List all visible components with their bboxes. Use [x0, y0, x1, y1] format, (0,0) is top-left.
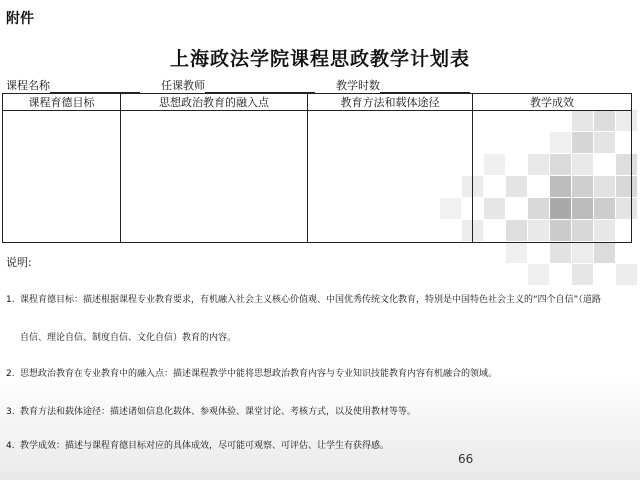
note-item: 4. 教学成效：描述与课程育德目标对应的具体成效，尽可能可观察、可评估、让学生有获得感。	[6, 441, 390, 451]
course-meta-row	[6, 77, 470, 93]
page-number: 66	[458, 452, 474, 466]
table-cell[interactable]	[3, 111, 121, 243]
attachment-label: 附件	[6, 11, 34, 27]
mosaic-tile	[550, 242, 571, 263]
notes-heading: 说明:	[6, 256, 32, 269]
note-item: 3. 教育方法和载体途径：描述诸如信息化载体、参观体验、课堂讨论、考核方式，以及使用教材等等。	[6, 407, 417, 417]
document-title: 上海政法学院课程思政教学计划表	[169, 48, 470, 70]
column-header: 教学成效	[473, 94, 632, 111]
mosaic-tile	[594, 242, 615, 263]
column-header: 思想政治教育的融入点	[121, 94, 308, 111]
table-cell[interactable]	[121, 111, 308, 243]
note-item: 1. 课程育德目标：描述根据课程专业教育要求，有机融入社会主义核心价值观、中国优秀传统文化教育，特别是中国特色社会主义的“四个自信”（道路	[6, 295, 601, 305]
mosaic-tile	[528, 264, 549, 285]
table-cell[interactable]	[473, 111, 632, 243]
teacher-blank	[205, 80, 315, 93]
table-header-row	[3, 94, 632, 111]
hours-label: 教学时数	[336, 79, 380, 92]
column-header: 教育方法和载体途径	[308, 94, 473, 111]
hours-blank	[380, 80, 470, 93]
mosaic-tile	[572, 264, 593, 285]
table-row	[3, 111, 632, 243]
course-name-label: 课程名称	[6, 79, 50, 92]
mosaic-tile	[506, 242, 527, 263]
teaching-plan-table	[2, 93, 632, 243]
note-item: 2. 思想政治教育在专业教育中的融入点：描述课程教学中能将思想政治教育内容与专业知识技能教育内容有机融合的领域。	[6, 369, 498, 379]
table-cell[interactable]	[308, 111, 473, 243]
note-item-continued: 自信、理论自信、制度自信、文化自信）教育的内容。	[20, 333, 237, 343]
column-header: 课程育德目标	[3, 94, 121, 111]
mosaic-tile	[572, 242, 593, 263]
teacher-label: 任课教师	[161, 79, 205, 92]
course-name-blank	[50, 80, 140, 93]
mosaic-tile	[616, 264, 637, 285]
